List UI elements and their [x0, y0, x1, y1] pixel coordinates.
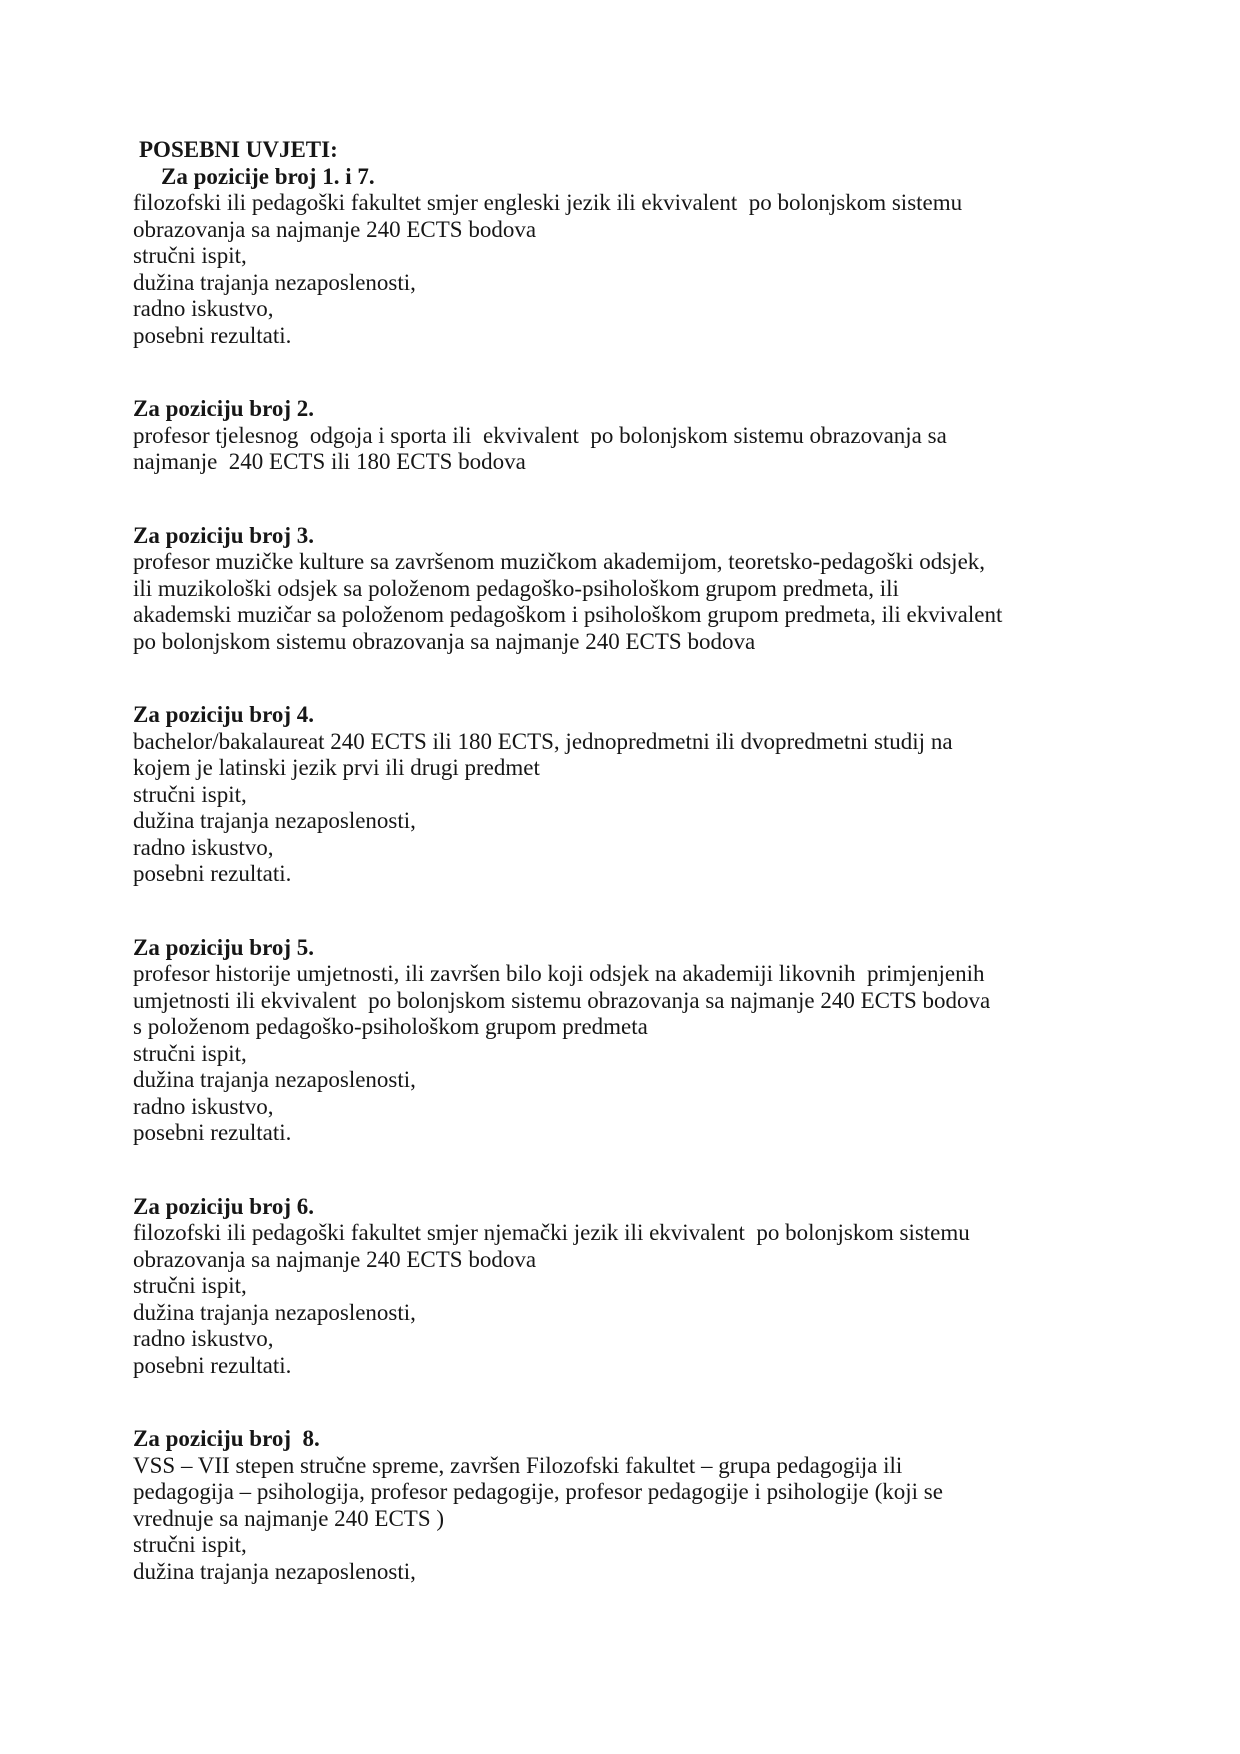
text-line: profesor muzičke kulture sa završenom muzičkom akademijom, teoretsko-pedagoški odsjek, [133, 549, 986, 574]
text-line: posebni rezultati. [133, 861, 292, 886]
text-line: profesor tjelesnog odgoja i sporta ili ekvivalent po bolonjskom sistemu obrazovanja sa [133, 422, 947, 448]
document-title: POSEBNI UVJETI: [139, 137, 338, 162]
text-line: s položenom pedagoško-psihološkom grupom predmeta [133, 1014, 648, 1039]
position-section [133, 396, 1122, 476]
section-heading: Za pozicije broj 1. i 7. [161, 163, 375, 189]
text-line: dužina trajanja nezaposlenosti, [133, 808, 416, 833]
text-line: profesor historije umjetnosti, ili završen bilo koji odsjek na akademiji likovnih primjenjenih [133, 961, 985, 986]
text-line: filozofski ili pedagoški fakultet smjer engleski jezik ili ekvivalent po bolonjskom sistemu [133, 190, 963, 215]
text-line: filozofski ili pedagoški fakultet smjer njemački jezik ili ekvivalent po bolonjskom sistemu [133, 1220, 970, 1245]
text-line: stručni ispit, [133, 243, 247, 268]
text-line: radno iskustvo, [133, 1093, 274, 1119]
text-line: VSS – VII stepen stručne spreme, završen Filozofski fakultet – grupa pedagogija ili [133, 1452, 903, 1478]
section-lines [133, 729, 1122, 888]
section-lines [133, 190, 1122, 349]
text-line: umjetnosti ili ekvivalent po bolonjskom sistemu obrazovanja sa najmanje 240 ECTS bodova [133, 987, 991, 1013]
text-line: posebni rezultati. [133, 1352, 292, 1378]
text-line: ili muzikološki odsjek sa položenom pedagoško-psihološkom grupom predmeta, ili [133, 575, 899, 601]
text-line: stručni ispit, [133, 781, 247, 807]
text-line: bachelor/bakalaureat 240 ECTS ili 180 ECTS, jednopredmetni ili dvopredmetni studij na [133, 728, 953, 754]
text-line: pedagogija – psihologija, profesor pedagogije, profesor pedagogije i psihologije (koji se [133, 1479, 943, 1504]
section-heading: Za poziciju broj 3. [133, 522, 315, 548]
text-line: obrazovanja sa najmanje 240 ECTS bodova [133, 1246, 537, 1272]
text-line: radno iskustvo, [133, 834, 274, 860]
text-line: posebni rezultati. [133, 322, 292, 348]
text-line: kojem je latinski jezik prvi ili drugi predmet [133, 755, 540, 780]
text-line: dužina trajanja nezaposlenosti, [133, 1299, 416, 1325]
sections-container [133, 164, 1122, 1586]
section-heading: Za poziciju broj 5. [133, 934, 315, 960]
position-section [133, 1194, 1122, 1380]
text-line: obrazovanja sa najmanje 240 ECTS bodova [133, 216, 537, 242]
position-section [133, 702, 1122, 888]
position-section [133, 164, 1122, 350]
text-line: po bolonjskom sistemu obrazovanja sa najmanje 240 ECTS bodova [133, 628, 756, 654]
text-line: akademski muzičar sa položenom pedagoškom i psihološkom grupom predmeta, ili ekvivalent [133, 602, 1003, 627]
section-lines [133, 1220, 1122, 1379]
text-line: dužina trajanja nezaposlenosti, [133, 1067, 416, 1092]
text-line: stručni ispit, [133, 1532, 247, 1557]
section-heading: Za poziciju broj 2. [133, 396, 315, 421]
text-line: dužina trajanja nezaposlenosti, [133, 269, 416, 295]
text-line: dužina trajanja nezaposlenosti, [133, 1558, 416, 1584]
text-line: najmanje 240 ECTS ili 180 ECTS bodova [133, 449, 526, 474]
text-line: radno iskustvo, [133, 1326, 274, 1351]
text-line: vrednuje sa najmanje 240 ECTS ) [133, 1505, 445, 1531]
section-lines [133, 961, 1122, 1147]
section-lines [133, 549, 1122, 655]
section-heading: Za poziciju broj 8. [133, 1426, 320, 1451]
text-line: posebni rezultati. [133, 1120, 292, 1145]
section-heading: Za poziciju broj 4. [133, 702, 315, 727]
text-line: stručni ispit, [133, 1273, 247, 1298]
position-section [133, 1426, 1122, 1585]
position-section [133, 935, 1122, 1147]
section-lines [133, 423, 1122, 476]
section-lines [133, 1453, 1122, 1586]
text-line: stručni ispit, [133, 1040, 247, 1066]
text-line: radno iskustvo, [133, 296, 274, 321]
position-section [133, 523, 1122, 656]
section-heading: Za poziciju broj 6. [133, 1193, 315, 1219]
